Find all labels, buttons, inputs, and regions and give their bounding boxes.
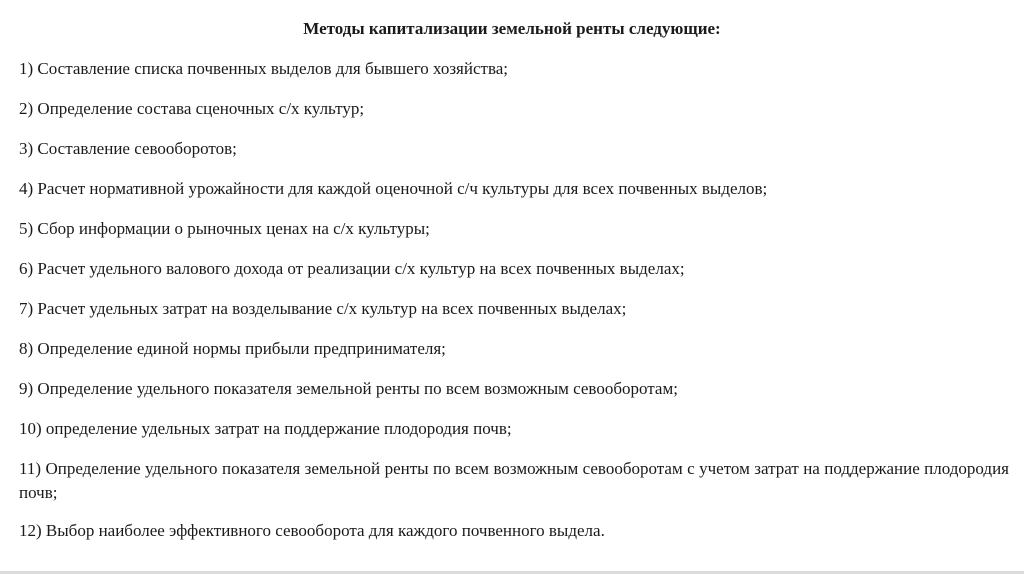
list-item: 6) Расчет удельного валового дохода от реализации с/х культур на всех почвенных выделах; xyxy=(19,259,685,278)
list-item: 11) Определение удельного показателя земельной ренты по всем возможным севооборотам с учетом затрат на поддержание плодородия почв; xyxy=(19,459,1009,502)
document-title: Методы капитализации земельной ренты следующие: xyxy=(303,19,721,38)
list-item: 3) Составление севооборотов; xyxy=(19,139,237,158)
list-item: 8) Определение единой нормы прибыли предпринимателя; xyxy=(19,339,446,358)
list-item: 2) Определение состава сценочных с/х культур; xyxy=(19,99,365,118)
list-item: 4) Расчет нормативной урожайности для каждой оценочной с/ч культуры для всех почвенных выделов; xyxy=(19,179,768,198)
list-item: 9) Определение удельного показателя земельной ренты по всем возможным севооборотам; xyxy=(19,379,678,398)
list-item: 10) определение удельных затрат на поддержание плодородия почв; xyxy=(19,419,512,438)
list-item: 1) Составление списка почвенных выделов для бывшего хозяйства; xyxy=(19,59,509,78)
list-item: 12) Выбор наиболее эффективного севооборота для каждого почвенного выдела. xyxy=(19,521,605,540)
list-item: 5) Сбор информации о рыночных ценах на с/х культуры; xyxy=(19,219,430,238)
methods-list xyxy=(19,57,1009,559)
list-item: 7) Расчет удельных затрат на возделывание с/х культур на всех почвенных выделах; xyxy=(19,299,627,318)
